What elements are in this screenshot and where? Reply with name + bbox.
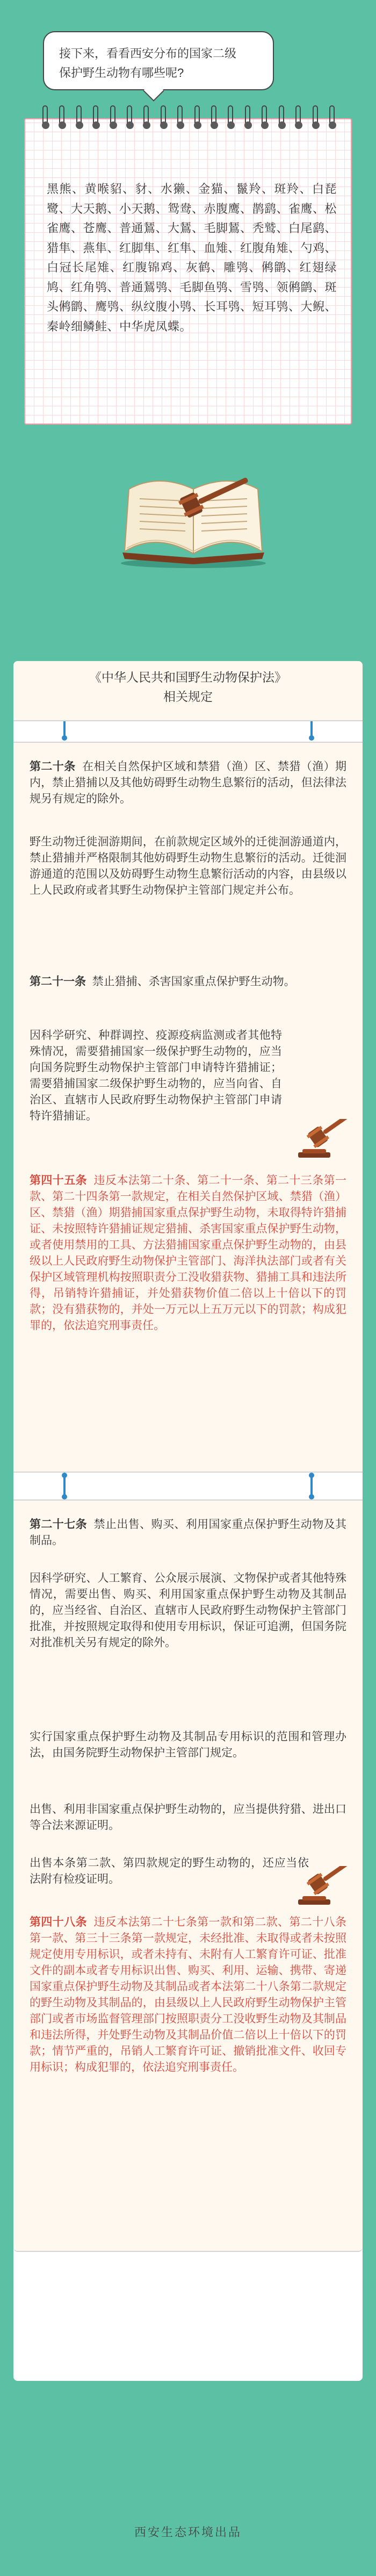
article-21 xyxy=(30,974,346,990)
article-27-paragraph-4: 出售、利用非国家重点保护野生动物的，应当提供狩猎、进出口等合法来源证明。 xyxy=(30,1803,346,1832)
law-card xyxy=(13,661,363,2381)
article-27-paragraph-3: 实行国家重点保护野生动物及其制品专用标识的范围和管理办法，由国务院野生动物保护主管部门规定。 xyxy=(30,1731,346,1759)
article-48-text: 违反本法第二十七条第一款和第二款、第二十八条第一款、第三十三条第一款规定，未经批准、未取得或者未按照规定使用专用标识，或者未持有、未附有人工繁育许可证、批准文件的副本或者专用标识出售、购买、利用、运输、携带、寄递国家重点保护野生动物及其制品或者本法第二十八条第二款规定的野生动物及其制品的，由县级以上人民政府野生动物保护主管部门或者市场监督管理部门按照职责分工没收野生动物及其制品和违法所得，并处野生动物及其制品价值二倍以上十倍以下的罚款；情节严重的，吊销人工繁育许可证、撤销批准文件、收回专用标识；构成犯罪的，依法追究刑事责任。 xyxy=(30,1916,347,2073)
footer-credit: 西安生态环境出品 xyxy=(134,2525,242,2539)
ring-icon xyxy=(142,105,151,134)
ring-icon xyxy=(312,105,320,134)
law-title-header xyxy=(13,661,363,721)
gavel-icon xyxy=(293,1119,352,1162)
connector-left xyxy=(62,721,67,741)
ring-icon xyxy=(92,105,100,134)
law-section-2 xyxy=(13,1499,363,2252)
notebook-rings xyxy=(41,105,337,134)
ring-icon xyxy=(126,105,134,134)
article-45 xyxy=(30,1173,346,1334)
ring-icon xyxy=(160,105,168,134)
ring-icon xyxy=(227,105,235,134)
article-20-paragraph-2: 野生动物迁徙洄游期间，在前款规定区域外的迁徙洄游通道内，禁止猎捕并严格限制其他妨碍野生动物生息繁衍的活动。迁徙洄游通道的范围以及妨碍野生动物生息繁衍活动的内容，由县级以上人民政府或者其野生动物保护主管部门规定并公布。 xyxy=(30,836,346,896)
law-section-1 xyxy=(13,742,363,1473)
article-20-text: 在相关自然保护区域和禁猎（渔）区、禁猎（渔）期内，禁止猎捕以及其他妨碍野生动物生息繁衍的活动，但法律法规另有规定的除外。 xyxy=(30,760,347,805)
article-27 xyxy=(30,1517,346,1549)
ring-icon xyxy=(210,105,219,134)
speech-bubble xyxy=(43,31,274,90)
ring-icon xyxy=(244,105,252,134)
article-27-paragraph-2: 因科学研究、人工繁育、公众展示展演、文物保护或者其他特殊情况，需要出售、购买、利用国家重点保护野生动物及其制品的，应当经省、自治区、直辖市人民政府野生动物保护主管部门批准，并按照规定取得和使用专用标识，保证可追溯，但国务院对批准机关另有规定的除外。 xyxy=(30,1572,346,1649)
notebook xyxy=(24,118,352,425)
article-21-label: 第二十一条 xyxy=(30,975,86,988)
ring-icon xyxy=(58,105,67,134)
ring-icon xyxy=(328,105,337,134)
ring-icon xyxy=(41,105,50,134)
article-21-text: 禁止猎捕、杀害国家重点保护野生动物。 xyxy=(92,975,295,988)
ring-icon xyxy=(109,105,118,134)
article-20-label: 第二十条 xyxy=(30,760,76,773)
connector-right xyxy=(309,721,314,741)
article-45-text: 违反本法第二十条、第二十一条、第二十三条第一款、第二十四条第一款规定，在相关自然保护区域、禁猎（渔）区、禁猎（渔）期猎捕国家重点保护野生动物，未取得特许猎捕证、未按照特许猎捕证规定猎捕、杀害国家重点保护野生动物，或者使用禁用的工具、方法猎捕国家重点保护野生动物的，由县级以上人民政府野生动物保护主管部门、海洋执法部门或者有关保护区域管理机构按照职责分工没收猎获物、猎捕工具和违法所得，吊销特许猎捕证，并处猎获物价值二倍以上十倍以下的罚款；没有猎获物的，并处一万元以上五万元以下的罚款；构成犯罪的，依法追究刑事责任。 xyxy=(30,1174,347,1332)
ring-icon xyxy=(176,105,185,134)
article-48 xyxy=(30,1914,346,2076)
article-48-label: 第四十八条 xyxy=(30,1916,88,1928)
article-27-paragraph-5: 出售本条第二款、第四款规定的野生动物的，还应当依法附有检疫证明。 xyxy=(30,1857,309,1885)
ring-icon xyxy=(278,105,286,134)
article-45-label: 第四十五条 xyxy=(30,1174,88,1187)
article-21-paragraph-2: 因科学研究、种群调控、疫源疫病监测或者其他特殊情况，需要猎捕国家一级保护野生动物的，应当向国务院野生动物保护主管部门申请特许猎捕证；需要猎捕国家二级保护野生动物的，应当向省、自治区、直辖市人民政府野生动物保护主管部门申请特许猎捕证。 xyxy=(30,1029,282,1122)
ring-icon xyxy=(261,105,269,134)
law-title: 《中华人民共和国野生动物保护法》 xyxy=(89,670,287,684)
ring-icon xyxy=(193,105,202,134)
gavel-icon xyxy=(293,1866,352,1909)
bubble-line-1: 接下来，看看西安分布的国家二级 xyxy=(59,47,237,60)
ring-icon xyxy=(294,105,303,134)
bubble-line-2: 保护野生动物有哪些呢? xyxy=(59,66,184,80)
article-20 xyxy=(30,759,346,807)
connector-left xyxy=(62,1473,67,1499)
connector-right xyxy=(309,1473,314,1499)
article-27-text: 禁止出售、购买、利用国家重点保护野生动物及其制品。 xyxy=(30,1518,347,1547)
law-subtitle: 相关规定 xyxy=(163,690,213,704)
ring-icon xyxy=(75,105,84,134)
law-book-icon xyxy=(113,473,274,570)
animal-list: 黑熊、黄喉貂、豺、水獭、金猫、鬣羚、斑羚、白琵鹭、大天鹅、小天鹅、鸳鸯、赤腹鹰、鹊鹞、雀鹰、松雀鹰、苍鹰、普通鵟、大鵟、毛脚鵟、秃鹫、白尾鹞、猎隼、燕隼、红脚隼、红隼、血雉、红腹角雉、勺鸡、白冠长尾雉、红腹锦鸡、灰鹤、雕鸮、鸺鹠、红翅绿鸠、红角鸮、普通鵟鸮、毛脚鱼鸮、雪鸮、领鸺鹠、斑头鸺鹠、鹰鸮、纵纹腹小鸮、长耳鸮、短耳鸮、大鲵、秦岭细鳞鲑、中华虎凤蝶。 xyxy=(47,182,337,333)
article-27-label: 第二十七条 xyxy=(30,1518,88,1531)
